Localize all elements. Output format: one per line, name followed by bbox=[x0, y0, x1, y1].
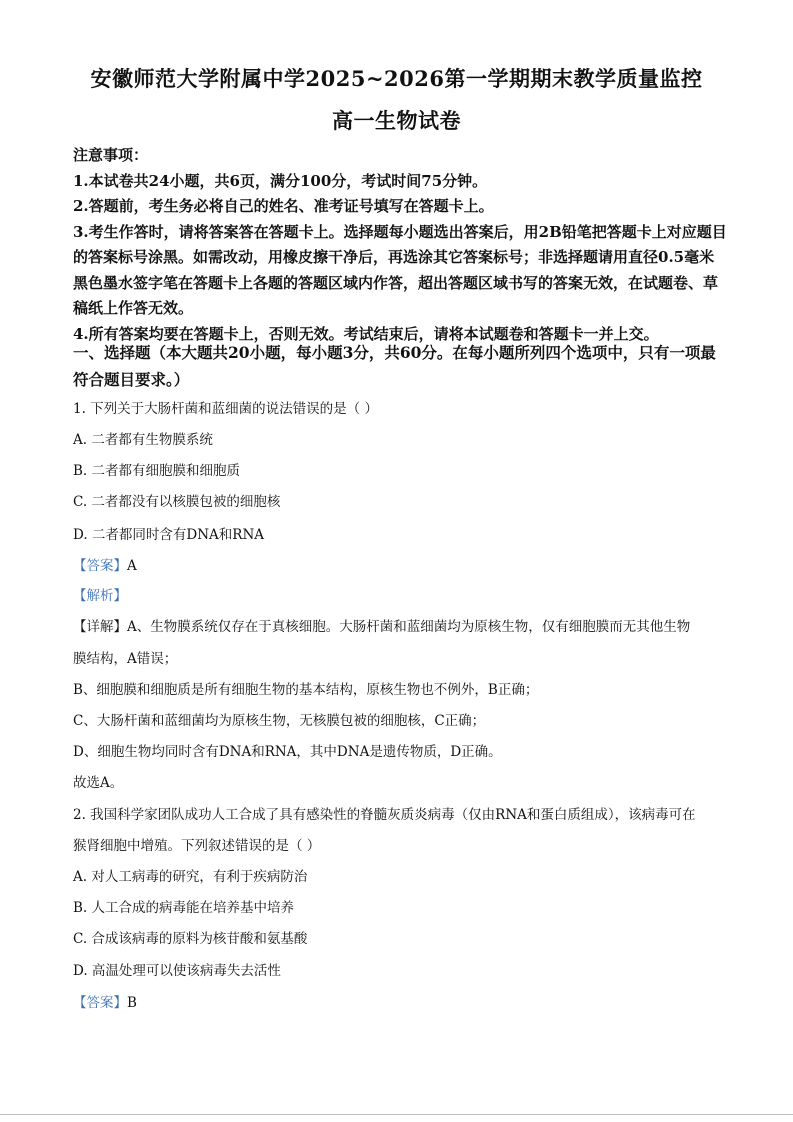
q1-detail-line-1 bbox=[73, 615, 690, 635]
q1-detail-line-2: 膜结构，A错误； bbox=[73, 651, 178, 667]
q1-detail-line-3: B、细胞膜和细胞质是所有细胞生物的基本结构，原核生物也不例外，B正确； bbox=[73, 682, 539, 698]
q2-answer bbox=[73, 991, 137, 1011]
detail-tag: 【详解】 bbox=[73, 619, 127, 635]
q1-detail-line-5: D、细胞生物均同时含有DNA和RNA，其中DNA是遗传物质，D正确。 bbox=[73, 744, 502, 760]
q1-option-a: A. 二者都有生物膜系统 bbox=[73, 432, 213, 448]
q1-answer bbox=[73, 554, 137, 574]
notice-item-2: 2.答题前，考生务必将自己的姓名、准考证号填写在答题卡上。 bbox=[73, 197, 494, 215]
notice-block bbox=[73, 143, 728, 347]
notice-item-3: 3.考生作答时，请将答案答在答题卡上。选择题每小题选出答案后，用2B铅笔把答题卡上对应题目的答案标号涂黑。如需改动，用橡皮擦干净后，再选涂其它答案标号；非选择题请用直径0.5毫米黑色墨水签字笔在答题卡上各题的答题区域内作答，超出答题区域书写的答案无效，在试题卷、草稿纸上作答无效。 bbox=[73, 222, 727, 317]
q1-conclusion: 故选A。 bbox=[73, 775, 124, 791]
q1-option-c: C. 二者都没有以核膜包被的细胞核 bbox=[73, 494, 281, 510]
q1-analysis-tag: 【解析】 bbox=[73, 588, 127, 604]
section-heading-text: 一、选择题（本大题共20小题，每小题3分，共60分。在每小题所列四个选项中，只有一项最符合题目要求。） bbox=[73, 343, 716, 389]
answer-tag: 【答案】 bbox=[73, 995, 127, 1011]
q1-stem: 1. 下列关于大肠杆菌和蓝细菌的说法错误的是（ ） bbox=[73, 401, 378, 417]
notice-item-1: 1.本试卷共24小题，共6页，满分100分，考试时间75分钟。 bbox=[73, 171, 488, 190]
q1-option-d: D. 二者都同时含有DNA和RNA bbox=[73, 527, 265, 543]
notice-item-4: 4.所有答案均要在答题卡上，否则无效。考试结束后，请将本试题卷和答题卡一并上交。 bbox=[73, 324, 659, 343]
q2-option-c: C. 合成该病毒的原料为核苷酸和氨基酸 bbox=[73, 931, 308, 947]
q2-option-b: B. 人工合成的病毒能在培养基中培养 bbox=[73, 900, 295, 916]
q2-stem-line-2: 猴肾细胞中增殖。下列叙述错误的是（ ） bbox=[73, 838, 321, 854]
section-heading bbox=[73, 340, 728, 393]
exam-title: 安徽师范大学附属中学2025~2026第一学期期末教学质量监控 bbox=[90, 66, 703, 91]
answer-tag: 【答案】 bbox=[73, 558, 127, 574]
q2-stem-line-1: 2. 我国科学家团队成功人工合成了具有感染性的脊髓灰质炎病毒（仅由RNA和蛋白质组成），该病毒可在 bbox=[73, 807, 696, 823]
q2-option-d: D. 高温处理可以使该病毒失去活性 bbox=[73, 963, 281, 979]
q1-detail-line-4: C、大肠杆菌和蓝细菌均为原核生物，无核膜包被的细胞核，C正确； bbox=[73, 713, 486, 729]
answer-value: B bbox=[127, 995, 137, 1011]
detail-text: A、生物膜系统仅存在于真核细胞。大肠杆菌和蓝细菌均为原核生物，仅有细胞膜而无其他生物 bbox=[127, 619, 691, 635]
answer-value: A bbox=[127, 558, 137, 574]
page-bottom-divider bbox=[0, 1114, 793, 1115]
q2-option-a: A. 对人工病毒的研究，有利于疾病防治 bbox=[73, 869, 308, 885]
q1-option-b: B. 二者都有细胞膜和细胞质 bbox=[73, 463, 241, 479]
notice-heading: 注意事项： bbox=[73, 146, 149, 164]
exam-subtitle: 高一生物试卷 bbox=[332, 108, 461, 133]
